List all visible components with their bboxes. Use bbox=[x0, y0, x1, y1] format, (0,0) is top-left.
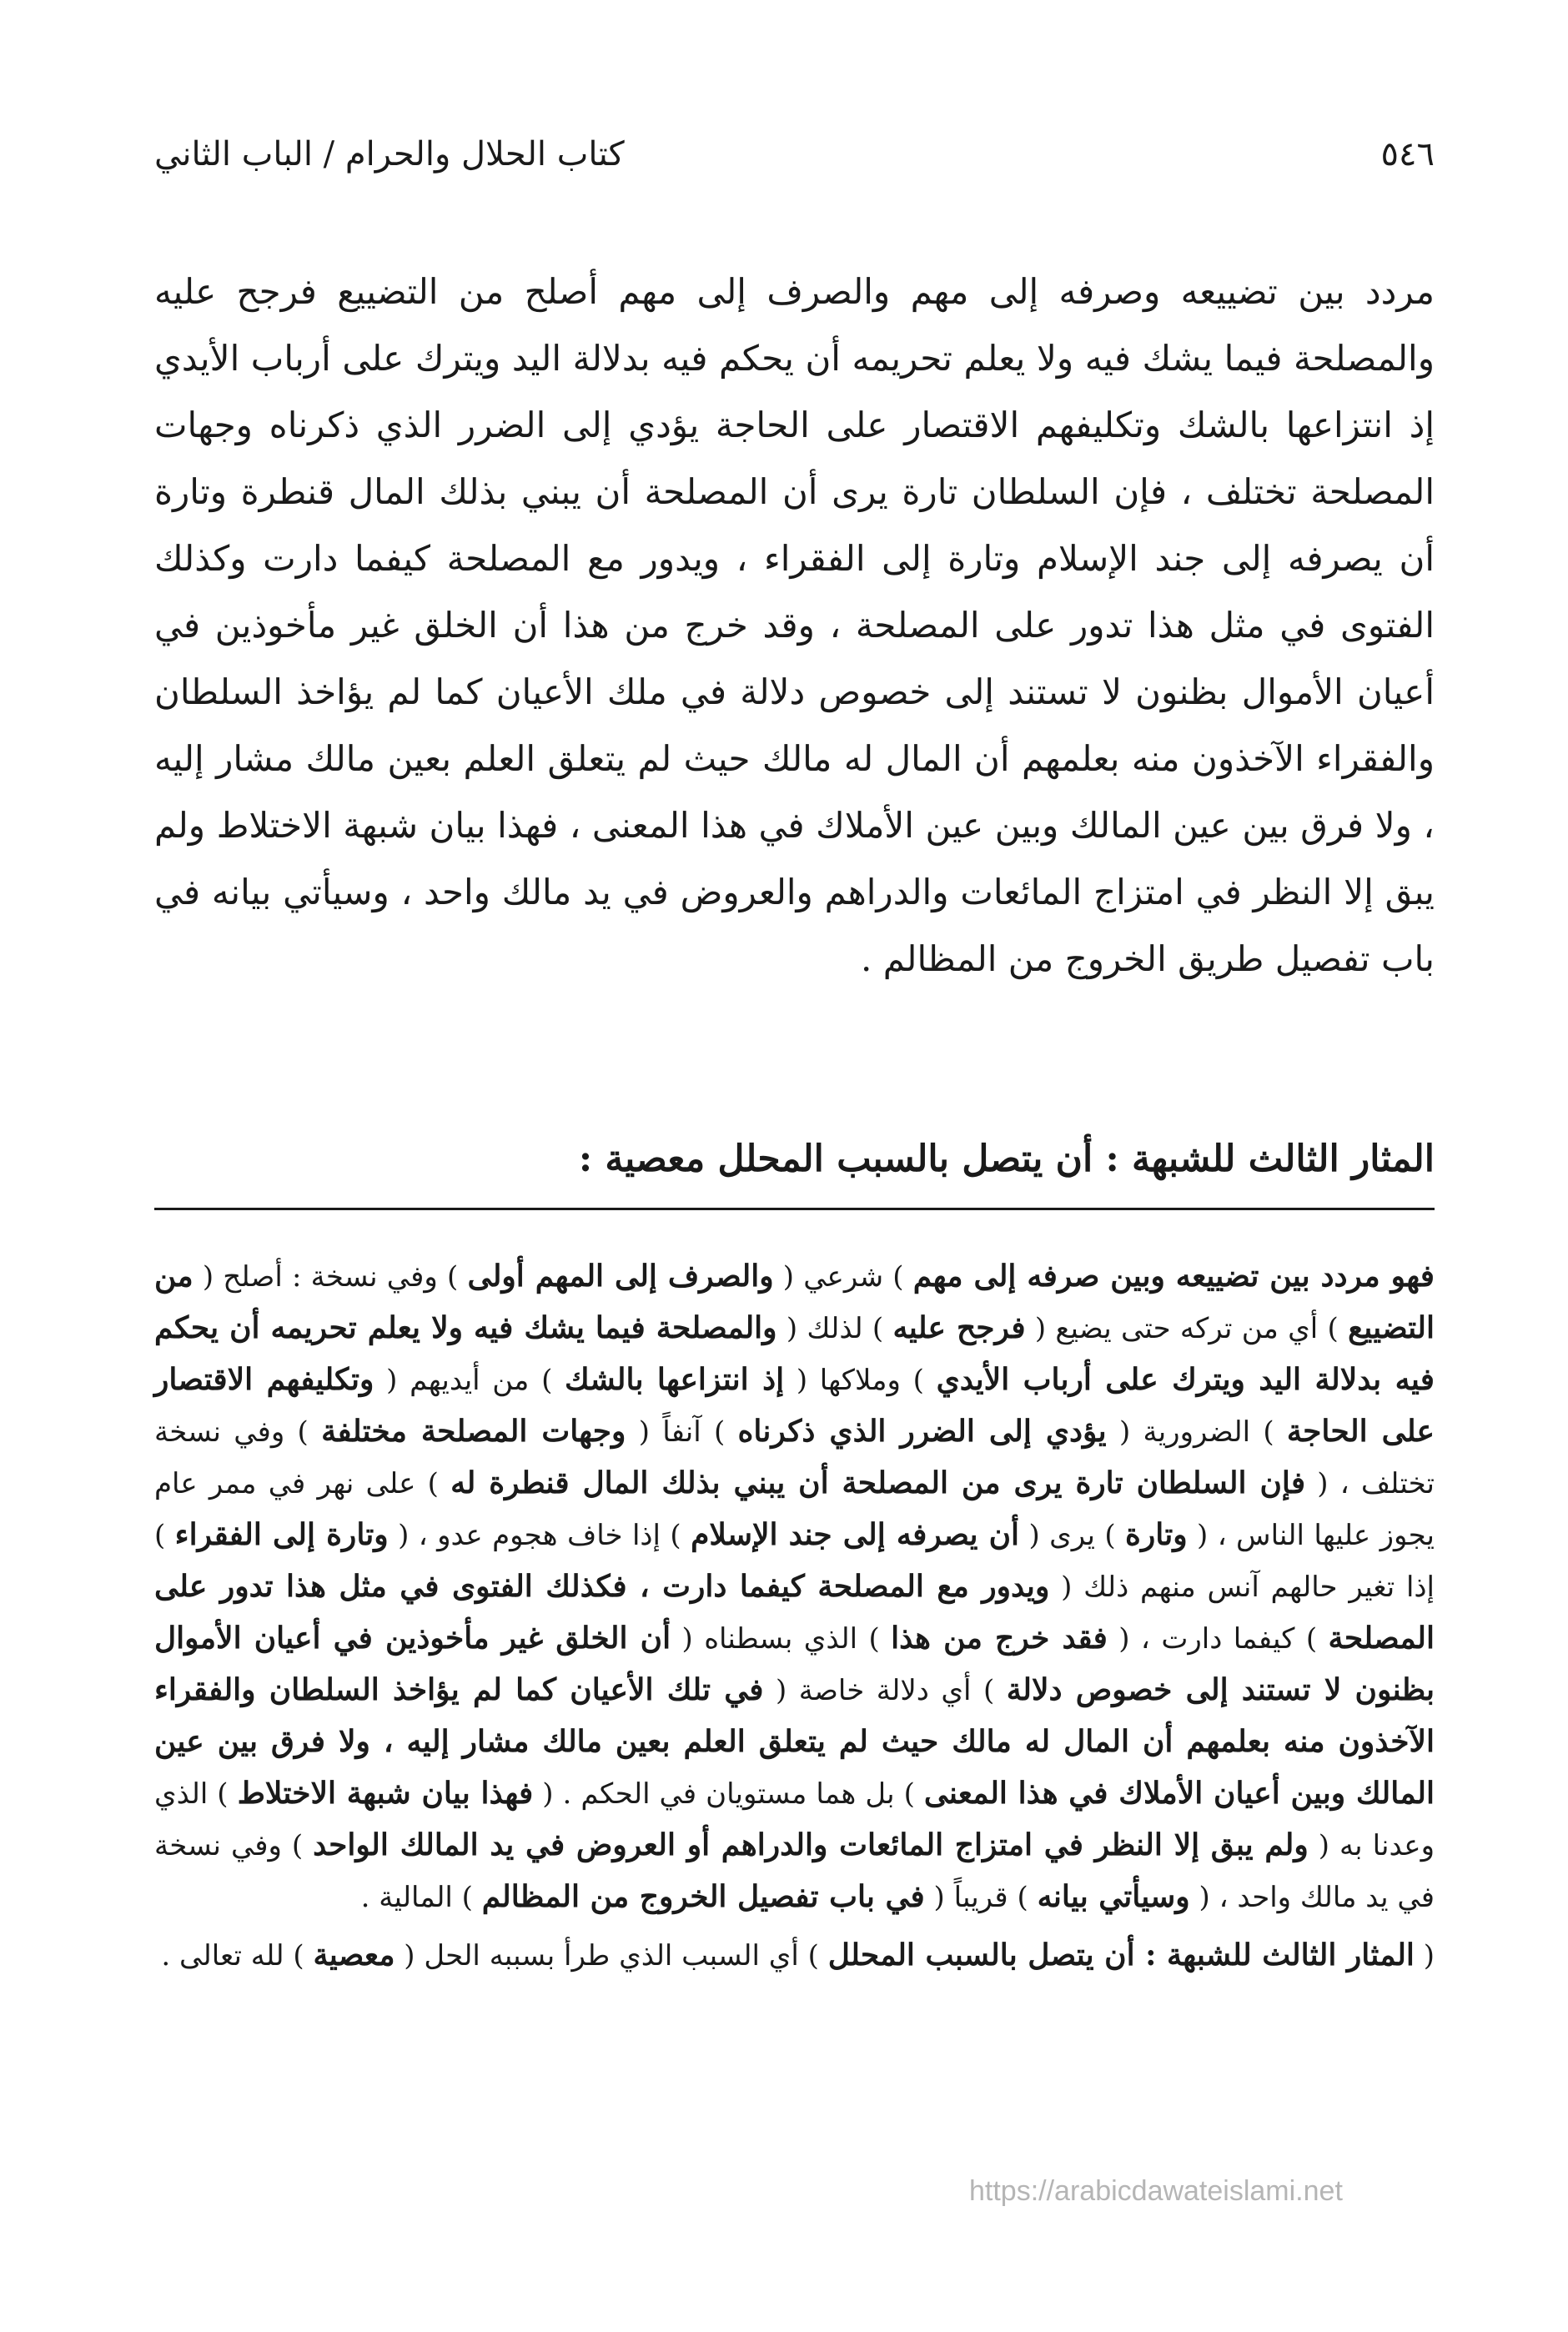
commentary-text: ) وفي نسخة تختلف ، ( bbox=[154, 1415, 1435, 1500]
commentary-text: ) بل هما مستويان في الحكم . ( bbox=[533, 1777, 924, 1811]
commentary-text: ) من أيديهم ( bbox=[374, 1364, 565, 1397]
commentary-text: ) قريباً ( bbox=[924, 1881, 1038, 1914]
commentary-text: ) إذا تغير حالهم آنس منهم ذلك ( bbox=[154, 1519, 1435, 1604]
quoted-text: فهو مردد بين تضييعه وبين صرفه إلى مهم bbox=[912, 1259, 1435, 1294]
quoted-text: والصرف إلى المهم أولى bbox=[467, 1259, 774, 1294]
commentary-paragraph-2 bbox=[154, 1930, 1435, 1982]
commentary-text: ) وفي نسخة في يد مالك واحد ، ( bbox=[154, 1829, 1435, 1914]
quoted-text: معصية bbox=[313, 1937, 395, 1973]
commentary-text: ) كيفما دارت ، ( bbox=[1107, 1622, 1329, 1656]
commentary-text: ) لذلك ( bbox=[776, 1312, 893, 1345]
quoted-text: في باب تفصيل الخروج من المظالم bbox=[481, 1879, 925, 1914]
quoted-text: ويدور مع المصلحة كيفما دارت ، فكذلك الفتوى في مثل هذا تدور على المصلحة bbox=[154, 1569, 1435, 1656]
commentary-text: ) لله تعالى . bbox=[161, 1939, 314, 1973]
commentary bbox=[154, 1251, 1435, 1982]
commentary-text: ) الذي بسطناه ( bbox=[671, 1622, 892, 1656]
quoted-text: أن يصرفه إلى جند الإسلام bbox=[691, 1517, 1020, 1552]
footnote-divider bbox=[154, 1208, 1435, 1210]
quoted-text: وتارة bbox=[1125, 1517, 1188, 1552]
commentary-text: ) أي من تركه حتى يضيع ( bbox=[1025, 1312, 1349, 1345]
book-page bbox=[154, 100, 1435, 2285]
commentary-text: ) أي السبب الذي طرأ بسببه الحل ( bbox=[395, 1939, 828, 1973]
commentary-paragraph-1 bbox=[154, 1251, 1435, 1923]
quoted-text: من التضييع bbox=[154, 1259, 1435, 1345]
commentary-text: ) على نهر في ممر عام يجوز عليها الناس ، ( bbox=[154, 1467, 1435, 1552]
commentary-text: ) يرى ( bbox=[1019, 1519, 1126, 1552]
quoted-text: فهذا بيان شبهة الاختلاط bbox=[237, 1776, 534, 1811]
commentary-text: ) شرعي ( bbox=[773, 1260, 913, 1294]
quoted-text: وتارة إلى الفقراء bbox=[174, 1517, 389, 1552]
commentary-text: ) أي دلالة خاصة ( bbox=[763, 1674, 1007, 1707]
commentary-text: ) المالية . bbox=[360, 1881, 482, 1914]
commentary-text: ) وفي نسخة : أصلح ( bbox=[193, 1260, 468, 1294]
page-number: ٥٤٦ bbox=[1380, 135, 1435, 173]
quoted-text: يؤدي إلى الضرر الذي ذكرناه bbox=[737, 1414, 1107, 1449]
main-paragraph: مردد بين تضييعه وصرفه إلى مهم والصرف إلى مهم أصلح من التضييع فرجح عليه والمصلحة فيما يشك فيه ولا يعلم تحريمه أن يحكم فيه بدلالة اليد ويترك على أرباب الأيدي إذ انتزاعها بالشك وتكليفهم الاقتصار على الحاجة يؤدي إلى الضرر الذي ذكرناه وجهات المصلحة تختلف ، فإن السلطان تارة يرى أن المصلحة أن يبني بذلك المال قنطرة وتارة أن يصرفه إلى جند الإسلام وتارة إلى الفقراء ، ويدور مع المصلحة كيفما دارت وكذلك الفتوى في مثل هذا تدور على المصلحة ، وقد خرج من هذا أن الخلق غير مأخوذين في أعيان الأموال بظنون لا تستند إلى خصوص دلالة في ملك الأعيان كما لم يؤاخذ السلطان والفقراء الآخذون منه بعلمهم أن المال له مالك حيث لم يتعلق العلم بعين مالك مشار إليه ، ولا فرق بين عين المالك وبين عين الأملاك في هذا المعنى ، فهذا بيان شبهة الاختلاط ولم يبق إلا النظر في امتزاج المائعات والدراهم والعروض في يد مالك واحد ، وسيأتي بيانه في باب تفصيل طريق الخروج من المظالم . bbox=[154, 271, 1435, 979]
main-text bbox=[154, 259, 1435, 993]
quoted-text: المثار الثالث للشبهة : أن يتصل بالسبب المحلل bbox=[827, 1937, 1415, 1973]
quoted-text: والمصلحة فيما يشك فيه ولا يعلم تحريمه أن يحكم فيه بدلالة اليد ويترك على أرباب الأيدي bbox=[154, 1310, 1435, 1397]
commentary-text: ( bbox=[1414, 1939, 1435, 1973]
page-header bbox=[154, 125, 1435, 183]
commentary-text: ) الذي وعدنا به ( bbox=[154, 1777, 1435, 1862]
quoted-text: فإن السلطان تارة يرى من المصلحة أن يبني بذلك المال قنطرة له bbox=[450, 1465, 1306, 1500]
quoted-text: وسيأتي بيانه bbox=[1037, 1879, 1190, 1914]
commentary-text: ) إذا خاف هجوم عدو ، ( bbox=[388, 1519, 691, 1552]
quoted-text: في تلك الأعيان كما لم يؤاخذ السلطان والفقراء الآخذون منه بعلمهم أن المال له مالك حيث لم يتعلق العلم بعين مالك مشار إليه ، ولا فرق بين عين المالك وبين أعيان الأملاك في هذا المعنى bbox=[154, 1672, 1435, 1811]
watermark-url: https://arabicdawateislami.net bbox=[969, 2175, 1343, 2207]
commentary-text: ) وملاكها ( bbox=[784, 1364, 937, 1397]
commentary-text: ) الضرورية ( bbox=[1106, 1415, 1287, 1449]
quoted-text: إذ انتزاعها بالشك bbox=[565, 1362, 785, 1397]
section-heading: المثار الثالث للشبهة : أن يتصل بالسبب المحلل معصية : bbox=[578, 1138, 1435, 1180]
running-title: كتاب الحلال والحرام / الباب الثاني bbox=[154, 135, 625, 173]
quoted-text: ولم يبق إلا النظر في امتزاج المائعات والدراهم أو العروض في يد المالك الواحد bbox=[313, 1827, 1309, 1862]
quoted-text: فرجح عليه bbox=[892, 1310, 1026, 1345]
quoted-text: أن الخلق غير مأخوذين في أعيان الأموال بظنون لا تستند إلى خصوص دلالة bbox=[154, 1621, 1435, 1707]
quoted-text: وجهات المصلحة مختلفة bbox=[321, 1414, 626, 1449]
quoted-text: وتكليفهم الاقتصار على الحاجة bbox=[154, 1362, 1435, 1449]
quoted-text: فقد خرج من هذا bbox=[891, 1621, 1108, 1656]
commentary-text: ) آنفاً ( bbox=[626, 1415, 738, 1449]
